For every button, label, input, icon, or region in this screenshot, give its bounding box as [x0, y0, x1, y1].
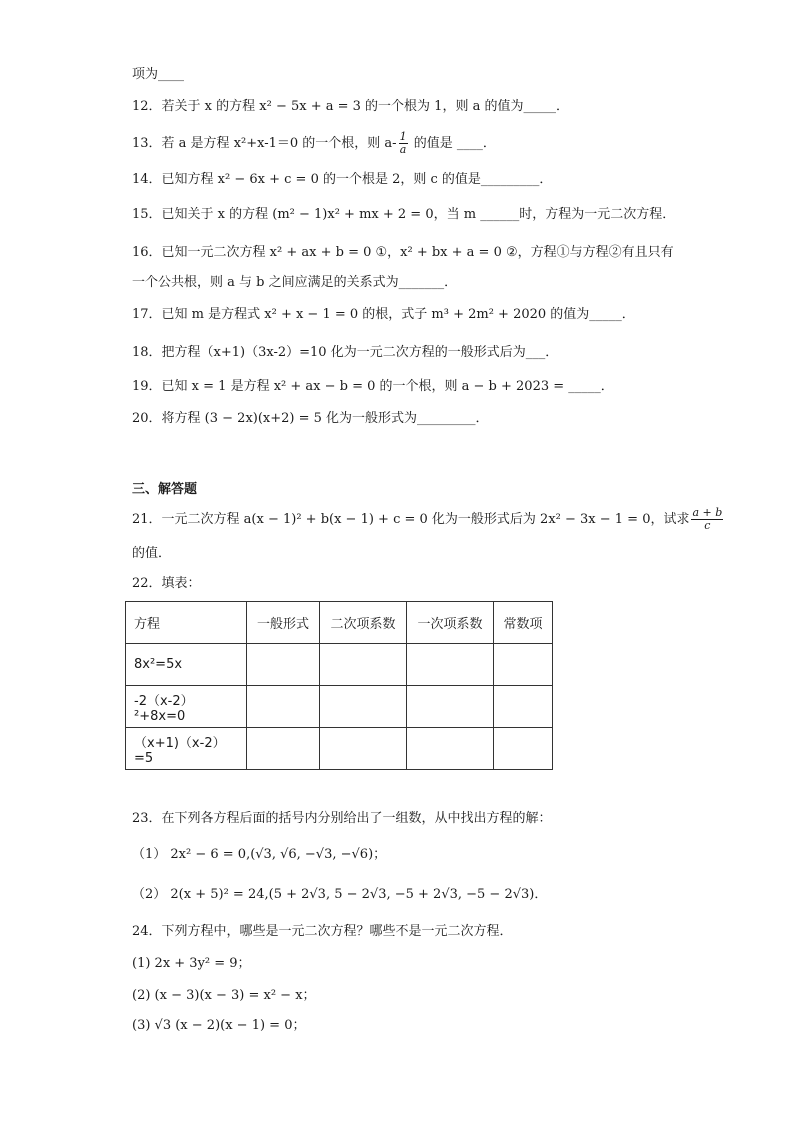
equation-cell: 8x²=5x [126, 644, 247, 686]
question-12: 12．若关于 x 的方程 x² − 5x + a = 3 的一个根为 1，则 a 的值为_____． [132, 99, 569, 114]
q13-text: 13．若 a 是方程 x²+x-1＝0 的一个根，则 a- [132, 136, 397, 151]
q21-text: 21．一元二次方程 a(x − 1)² + b(x − 1) + c = 0 化为一般形式后为 2x² − 3x − 1 = 0，试求 [132, 512, 690, 527]
answer-cell[interactable] [320, 644, 407, 686]
question-16-line2: 一个公共根，则 a 与 b 之间应满足的关系式为_______． [132, 275, 458, 290]
question-23-title: 23．在下列各方程后面的括号内分别给出了一组数，从中找出方程的解： [132, 811, 552, 826]
table-header: 一次项系数 [407, 602, 494, 644]
table-header: 一般形式 [247, 602, 320, 644]
q11-tail: 项为____ [132, 67, 185, 82]
question-23-part1: （1） 2x² − 6 = 0,(√3, √6, −√3, −√6)； [132, 847, 387, 862]
answer-cell[interactable] [247, 644, 320, 686]
table-header: 二次项系数 [320, 602, 407, 644]
table-row [126, 686, 553, 728]
equation-cell: -2（x-2）²+8x=0 [126, 686, 247, 728]
question-18: 18．把方程（x+1)（3x-2）=10 化为一元二次方程的一般形式后为___． [132, 345, 559, 360]
question-21 [132, 507, 725, 532]
equation-cell: （x+1)（x-2）=5 [126, 728, 247, 770]
question-24-part3: (3) √3 (x − 2)(x − 1) = 0； [132, 1018, 306, 1033]
q21-fraction: $\frac{a + b}{c}$ [692, 506, 723, 532]
question-24-part1: (1) 2x + 3y² = 9； [132, 956, 251, 971]
question-22-title: 22．填表： [132, 576, 201, 591]
question-14: 14．已知方程 x² − 6x + c = 0 的一个根是 2，则 c 的值是_________． [132, 172, 553, 187]
question-23-part2: （2） 2(x + 5)² = 24,(5 + 2√3, 5 − 2√3, −5 + 2√3, −5 − 2√3)． [132, 887, 548, 902]
question-13 [132, 131, 496, 156]
answer-cell[interactable] [247, 686, 320, 728]
table-row [126, 728, 553, 770]
answer-cell[interactable] [247, 728, 320, 770]
question-16-line1: 16．已知一元二次方程 x² + ax + b = 0 ①，x² + bx + a = 0 ②，方程①与方程②有且只有 [132, 245, 674, 260]
answer-cell[interactable] [320, 728, 407, 770]
answer-cell[interactable] [320, 686, 407, 728]
fill-in-table [125, 601, 553, 770]
table-header-row [126, 602, 553, 644]
question-21-tail: 的值． [132, 546, 172, 561]
answer-cell[interactable] [494, 686, 553, 728]
question-24-title: 24．下列方程中，哪些是一元二次方程？哪些不是一元二次方程． [132, 924, 513, 939]
answer-cell[interactable] [494, 728, 553, 770]
question-20: 20．将方程 (3 − 2x)(x+2) = 5 化为一般形式为_________． [132, 411, 489, 426]
table-header: 方程 [126, 602, 247, 644]
question-17: 17．已知 m 是方程式 x² + x − 1 = 0 的根，式子 m³ + 2m² + 2020 的值为_____． [132, 307, 635, 322]
question-19: 19．已知 x = 1 是方程 x² + ax − b = 0 的一个根，则 a − b + 2023 = _____． [132, 379, 614, 394]
q13-tail: 的值是 ____． [409, 136, 496, 151]
section-heading-answers: 三、解答题 [132, 482, 198, 497]
answer-cell[interactable] [407, 644, 494, 686]
answer-cell[interactable] [407, 686, 494, 728]
q13-fraction: $\frac{1}{a}$ [399, 130, 407, 156]
answer-cell[interactable] [407, 728, 494, 770]
table-row [126, 644, 553, 686]
answer-cell[interactable] [494, 644, 553, 686]
question-15: 15．已知关于 x 的方程 (m² − 1)x² + mx + 2 = 0，当 m ______时，方程为一元二次方程． [132, 207, 676, 222]
table-header: 常数项 [494, 602, 553, 644]
question-24-part2: (2) (x − 3)(x − 3) = x² − x； [132, 988, 316, 1003]
